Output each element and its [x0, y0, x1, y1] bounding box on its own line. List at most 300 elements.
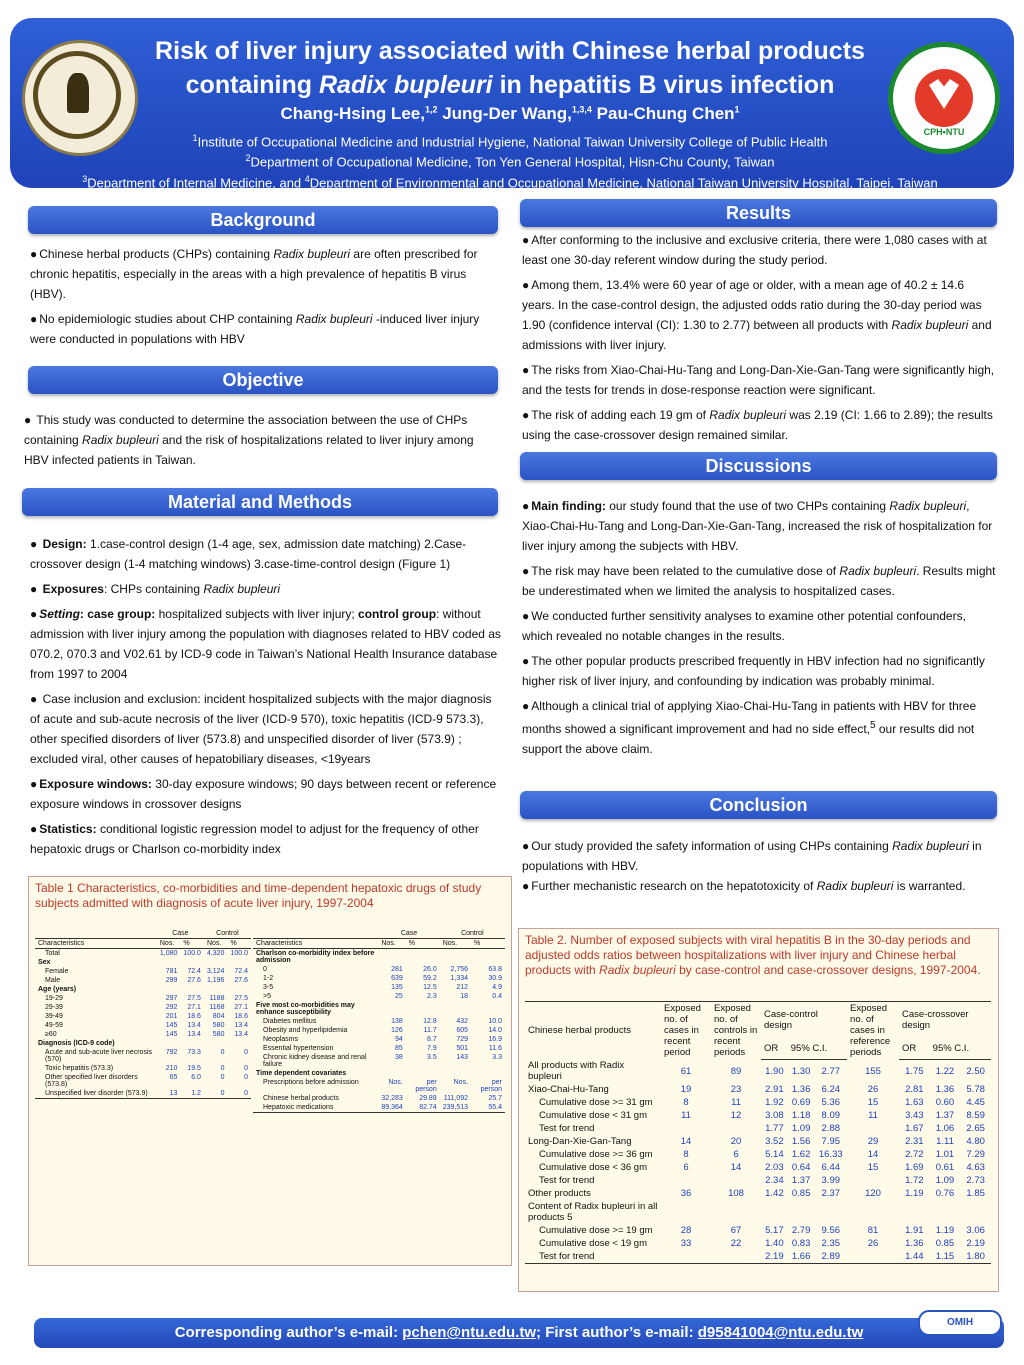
table-cell-value: 3.5 — [426, 1054, 437, 1061]
res-p4-em: Radix bupleuri — [709, 408, 787, 422]
background-point-2 — [30, 309, 500, 349]
table-cell-value: 13 — [157, 1089, 181, 1099]
table-cell-value: 3.52 — [765, 1136, 784, 1147]
table-cell-value — [378, 1001, 405, 1017]
table-cell-value: 28 — [680, 1225, 692, 1236]
table-cell-value: 4,320 — [206, 950, 225, 957]
conc-p1-em: Radix bupleuri — [892, 839, 969, 853]
table-cell-label: ≥60 — [45, 1031, 57, 1038]
methods-design — [30, 534, 502, 574]
methods-heading: Material and Methods — [22, 488, 498, 516]
table-cell-value: 2,756 — [450, 966, 469, 973]
results-point-4 — [522, 405, 998, 445]
table-cell-value: 1.36 — [905, 1238, 924, 1249]
table-cell-value: 15 — [867, 1162, 879, 1173]
table-cell-value — [227, 985, 251, 994]
table-cell-value: 27.5 — [234, 995, 248, 1002]
table-cell-value: 1.37 — [791, 1175, 811, 1186]
table-cell-value — [711, 1200, 761, 1224]
table-cell-label: Total — [45, 950, 60, 957]
table-cell-value — [204, 958, 228, 967]
table-cell-value: 19 — [680, 1084, 692, 1095]
table-cell-value: 2.88 — [821, 1123, 841, 1134]
table-cell-value: 36 — [680, 1188, 692, 1199]
table-cell-value: 281 — [391, 966, 403, 973]
table-cell-value: 8.59 — [966, 1110, 985, 1121]
table-cell-label: Charlson co-morbidity index before admission — [256, 950, 375, 964]
table-cell-value — [157, 958, 181, 967]
table-cell-value: 19.5 — [187, 1065, 201, 1072]
table-cell-value — [406, 949, 440, 966]
table-cell-label: Chinese herbal products — [263, 1095, 339, 1102]
table-cell-value: 0 — [220, 1065, 225, 1072]
case-text: hospitalized subjects with liver injury; — [155, 607, 359, 621]
conc-p1-b: in populations with HBV. — [522, 839, 982, 873]
results-heading: Results — [520, 199, 997, 227]
table-cell-value: 100.0 — [183, 950, 201, 957]
table-row — [253, 1053, 505, 1069]
t1r-col-nos2: Nos. — [440, 939, 471, 949]
table-cell-value: 4.9 — [492, 984, 502, 991]
t2-h-exp-cases: Exposed no. of cases in recent period — [661, 1002, 711, 1060]
exposure-label: Exposures — [42, 582, 104, 596]
objective-body — [24, 410, 500, 475]
table-cell-value: 804 — [212, 1013, 225, 1020]
table-row — [525, 1200, 991, 1224]
table-cell-label: 3-5 — [263, 984, 274, 991]
t2-caption-em: Radix bupleuri — [599, 963, 676, 977]
heart-icon — [929, 79, 959, 109]
table-cell-value: 82.74 — [406, 1103, 440, 1113]
table-cell-value: 7.95 — [821, 1136, 841, 1147]
table-cell-value — [471, 1069, 505, 1078]
table-cell-value: 25 — [394, 993, 403, 1000]
table-row — [35, 958, 251, 967]
table1-right — [253, 929, 505, 1113]
table-cell-value: 4.63 — [966, 1162, 985, 1173]
table-cell-value: 1.67 — [905, 1123, 924, 1134]
table-cell-value: 1.69 — [905, 1162, 924, 1173]
table1-left-table — [35, 929, 251, 1099]
table-cell-label: Test for trend — [525, 1250, 661, 1264]
table-cell-value: 108 — [728, 1188, 744, 1199]
table-cell-value: 111,092 — [443, 1095, 469, 1102]
conclusion-point-2 — [522, 876, 998, 896]
table-cell-value — [180, 958, 204, 967]
table-row — [35, 949, 251, 959]
discussion-point-2 — [522, 561, 998, 601]
t1r-col-char: Characteristics — [253, 939, 378, 949]
table-cell-value: 0 — [227, 1089, 251, 1099]
table-cell-value: 212 — [456, 984, 469, 991]
window-label: Exposure windows: — [39, 777, 152, 791]
table-row — [35, 994, 251, 1003]
t1r-col-pct1: % — [406, 939, 440, 949]
table-cell-value: 38 — [394, 1054, 403, 1061]
table-cell-value: 1.72 — [905, 1175, 924, 1186]
table-cell-label: Female — [45, 968, 69, 975]
table-cell-value: 1,080 — [159, 950, 178, 957]
table-cell-label: Time dependent covariates — [256, 1070, 347, 1077]
table-cell-value: 27.6 — [187, 977, 201, 984]
table-cell-value: 580 — [212, 1031, 225, 1038]
table-cell-value: 26.0 — [423, 966, 437, 973]
affil-1-text: Institute of Occupational Medicine and Industrial Hygiene, National Taiwan University College of Public Health — [197, 134, 828, 150]
table-cell-value: 1,334 — [450, 975, 469, 982]
t2-caption-a: Table 2. Number of exposed subjects with viral hepatitis B in the 30-day periods and adjusted odds ratios between hospitalizations with liver injury and Chinese herbal products with — [525, 933, 971, 977]
disc-p2-a: The risk may have been related to the cumulative dose of — [531, 564, 840, 578]
table-cell-value: 1.01 — [935, 1149, 955, 1160]
table-cell-value: 0 — [220, 1049, 225, 1056]
table-cell-value: 26 — [867, 1084, 879, 1095]
table-cell-value — [378, 949, 405, 966]
discussions-heading: Discussions — [520, 452, 997, 480]
methods-statistics — [30, 819, 502, 859]
table-cell-value: 2.19 — [761, 1250, 788, 1264]
first-author-email-link[interactable]: d95841004@ntu.edu.tw — [697, 1324, 864, 1341]
table-cell-value: 72.4 — [187, 968, 201, 975]
table-cell-value: 292 — [165, 1004, 178, 1011]
results-body — [522, 230, 998, 450]
methods-exposures — [30, 579, 502, 599]
table-cell-value: 16.33 — [818, 1149, 843, 1160]
table-cell-value: 2.91 — [765, 1084, 784, 1095]
table-cell-value: 10.0 — [488, 1018, 502, 1025]
table-cell-value: 59.2 — [423, 975, 437, 982]
table-cell-value: 81 — [867, 1225, 879, 1236]
table-cell-value — [711, 1174, 761, 1187]
table-cell-value: 1.06 — [935, 1123, 955, 1134]
table-cell-value: 30.9 — [488, 975, 502, 982]
table-cell-value: 0.64 — [791, 1162, 811, 1173]
conc-p2-em: Radix bupleuri — [816, 879, 894, 893]
table-cell-value: 1.56 — [791, 1136, 811, 1147]
stats-text: conditional logistic regression model to adjust for the frequency of other hepatoxic drugs or Charlson co-morbidity index — [30, 822, 479, 856]
table-cell-value: 2.19 — [966, 1238, 985, 1249]
table-cell-value: 2.72 — [905, 1149, 924, 1160]
table-cell-value: 2.89 — [815, 1250, 848, 1264]
exposure-text: : CHPs containing — [103, 582, 204, 596]
table-cell-value: 1.91 — [905, 1225, 924, 1236]
table-cell-value: 0 — [244, 1065, 248, 1072]
conclusion-heading: Conclusion — [520, 791, 997, 819]
table-cell-label: Male — [45, 977, 61, 984]
table-cell-value: 61 — [680, 1065, 692, 1077]
table-cell-value: 143 — [456, 1054, 469, 1061]
table-row — [525, 1250, 991, 1264]
title-line2-pre: containing — [185, 71, 319, 99]
disc-p5-sup: 5 — [869, 720, 876, 731]
table-row — [35, 1089, 251, 1099]
table-cell-value: 1.30 — [791, 1065, 811, 1077]
disc-p5-b: our results did not support the above claim. — [522, 722, 975, 756]
table-cell-value: 0.60 — [935, 1097, 955, 1108]
title-line1: Risk of liver injury associated with Chinese herbal products — [155, 37, 865, 65]
table-cell-value: 2.37 — [821, 1188, 841, 1199]
table-cell-value — [440, 1001, 471, 1017]
table-cell-value: 1.90 — [765, 1065, 784, 1077]
table-cell-label: Toxic hepatitis (573.3) — [45, 1065, 114, 1072]
t2-h-or2: OR — [899, 1039, 930, 1059]
t2-h-cco: Case-crossover design — [899, 1002, 991, 1039]
table-cell-value: 29.89 — [419, 1095, 437, 1102]
table-cell-value — [960, 1200, 991, 1224]
table-cell-value: 2.77 — [821, 1065, 841, 1077]
table-cell-value — [761, 1200, 788, 1224]
table-cell-value: 1.62 — [791, 1149, 811, 1160]
table-cell-value: 3.08 — [765, 1110, 784, 1121]
table-cell-value — [815, 1200, 848, 1224]
table-cell-label: Test for trend — [539, 1175, 595, 1186]
table-cell-value: 1.85 — [966, 1188, 985, 1199]
t1l-col-pct2: % — [227, 939, 251, 949]
table-cell-value: 11.7 — [423, 1027, 437, 1034]
table-cell-value: 145 — [165, 1031, 178, 1038]
table-cell-value: 8.7 — [426, 1036, 437, 1043]
author-list — [120, 104, 900, 124]
table-cell-value: per person — [480, 1079, 502, 1093]
table-cell-value: 2.81 — [905, 1084, 924, 1095]
table-cell-label: Cumulative dose >= 36 gm — [539, 1149, 653, 1160]
table-row — [525, 1224, 991, 1237]
table-row — [253, 983, 505, 992]
corresponding-email-link[interactable]: pchen@ntu.edu.tw — [402, 1324, 537, 1341]
table-cell-value: 605 — [456, 1027, 469, 1034]
table-cell-value: 13.4 — [187, 1031, 201, 1038]
table-cell-value: 18.6 — [187, 1013, 201, 1020]
table-row — [525, 1161, 991, 1174]
table-cell-value: 15 — [867, 1097, 879, 1108]
table-cell-value: 12.8 — [423, 1018, 437, 1025]
res-p2-em: Radix bupleuri — [891, 318, 969, 332]
affiliations — [30, 130, 990, 191]
table-cell-value: 2.65 — [966, 1123, 985, 1134]
table-cell-value: 13.4 — [234, 1022, 248, 1029]
table-cell-value: 1.09 — [935, 1175, 955, 1186]
t1r-col-pct2: % — [471, 939, 505, 949]
table-cell-value — [847, 1250, 899, 1264]
t1l-col-nos2: Nos. — [204, 939, 228, 949]
disc-p2-em: Radix bupleuri — [839, 564, 917, 578]
table-cell-label: Acute and sub-acute liver necrosis (570) — [45, 1049, 152, 1063]
table-row — [253, 1017, 505, 1026]
conclusion-point-1 — [522, 836, 998, 876]
table-cell-value: 27.5 — [187, 995, 201, 1002]
t2-h-ci1: 95% C.I. — [788, 1039, 847, 1059]
table-cell-value: 1.19 — [905, 1188, 924, 1199]
table-row — [525, 1237, 991, 1250]
table-cell-value — [471, 1001, 505, 1017]
table-cell-value — [157, 1039, 181, 1048]
table-cell-label: Diagnosis (ICD-9 code) — [38, 1040, 115, 1047]
table-cell-value: 1.09 — [791, 1123, 811, 1134]
table-cell-value: 14 — [730, 1162, 742, 1173]
table-cell-value: 11 — [731, 1097, 741, 1108]
logo-text: CPH•NTU — [923, 127, 965, 137]
table-cell-value: 0 — [244, 1049, 248, 1056]
table-cell-value: 2.73 — [966, 1175, 985, 1186]
table-cell-value: 792 — [165, 1049, 178, 1056]
table-cell-label: Long-Dan-Xie-Gan-Tang — [528, 1136, 632, 1147]
table-cell-value: 7.29 — [966, 1149, 985, 1160]
t1l-group-control: Control — [204, 929, 251, 939]
table-cell-value: 0.85 — [791, 1188, 811, 1199]
table-cell-value: 67 — [730, 1225, 742, 1236]
table-cell-value: 1.77 — [765, 1123, 784, 1134]
table-row — [35, 967, 251, 976]
table-cell-value: 20 — [730, 1136, 742, 1147]
table-cell-value: 4.45 — [966, 1097, 985, 1108]
table-cell-value — [180, 985, 204, 994]
table-cell-label: Cumulative dose >= 19 gm — [539, 1225, 653, 1236]
results-point-1: ● After conforming to the inclusive and exclusive criteria, there were 1,080 cases with at least one 30-day referent window during the study period. — [522, 230, 998, 270]
table-cell-value: 63.8 — [488, 966, 502, 973]
table-cell-value — [661, 1122, 711, 1135]
table-cell-value: 11 — [868, 1110, 878, 1121]
table-cell-value: 120 — [865, 1188, 881, 1199]
table-cell-value: 3.99 — [821, 1175, 841, 1186]
table-row — [525, 1059, 991, 1083]
results-point-2 — [522, 275, 998, 355]
t1l-group-case: Case — [157, 929, 204, 939]
table-cell-value — [440, 1069, 471, 1078]
table-cell-label: Neoplasms — [263, 1036, 299, 1043]
table-cell-value: 12.5 — [423, 984, 437, 991]
table-cell-label: Cumulative dose >= 31 gm — [539, 1097, 653, 1108]
table-cell-label: Five most co-morbidities may enhance susceptibility — [256, 1002, 355, 1016]
table-cell-value: 33 — [680, 1238, 692, 1249]
table-row — [35, 1012, 251, 1021]
table-row — [525, 1174, 991, 1187]
table-cell-value: 1.80 — [960, 1250, 991, 1264]
table-row — [35, 1003, 251, 1012]
table-cell-value: 6.24 — [821, 1084, 841, 1095]
table-cell-value: 1.37 — [935, 1110, 955, 1121]
table-cell-label: 0 — [263, 966, 267, 973]
table-cell-value — [440, 949, 471, 966]
table-cell-value: 1.44 — [899, 1250, 930, 1264]
table-cell-value: 13.4 — [187, 1022, 201, 1029]
table-cell-value: 1.19 — [935, 1225, 955, 1236]
conc-p2-a: Further mechanistic research on the hepatotoxicity of — [531, 879, 817, 893]
background-body — [30, 244, 500, 354]
affil-1-sup: 1 — [192, 133, 198, 143]
table-row — [253, 1035, 505, 1044]
disc-p1-label: Main finding: — [531, 499, 606, 513]
discussion-point-3: ● We conducted further sensitivity analyses to examine other potential confounders, which revealed no notable changes in the results. — [522, 606, 998, 646]
table1-caption: Table 1 Characteristics, co-morbidities and time-dependent hepatoxic drugs of study subjects admitted with diagnosis of acute liver injury, 1997-2004 — [35, 881, 482, 910]
control-text: : without admission with liver injury among the population with diagnoses related to HBV coded as 070.2, 070.3 and V02.61 by ICD-9 code in Taiwan’s National Health Insurance database from 1997 to 2004 — [30, 607, 501, 681]
table-cell-label: Test for trend — [539, 1123, 595, 1134]
author-3-sup: 1 — [734, 104, 740, 115]
affil-4-text: Department of Environmental and Occupational Medicine, National Taiwan University Hospital, Taipei, Taiwan — [309, 174, 938, 190]
table-cell-value: 1188 — [209, 995, 225, 1002]
table-cell-value: 8 — [683, 1149, 689, 1160]
table-row — [253, 992, 505, 1001]
table-cell-value: 0 — [204, 1089, 228, 1099]
conclusion-body — [522, 836, 998, 901]
affiliation-1 — [30, 130, 990, 150]
table-cell-value: 0.69 — [791, 1097, 811, 1108]
table-cell-value: 5.14 — [765, 1149, 784, 1160]
table-cell-value: 0 — [244, 1074, 248, 1081]
t1r-col-nos1: Nos. — [378, 939, 405, 949]
table-cell-value: 126 — [391, 1027, 403, 1034]
table-cell-value: 1.75 — [905, 1065, 924, 1077]
affiliation-2 — [30, 150, 990, 170]
table-cell-label: 39-49 — [45, 1013, 63, 1020]
table-cell-value: 26 — [867, 1238, 879, 1249]
table-cell-value: Nos. — [453, 1079, 469, 1086]
table-cell-label: Obesity and hyperlipidemia — [263, 1027, 348, 1034]
table-cell-value: 3.06 — [966, 1225, 985, 1236]
table-row — [525, 1122, 991, 1135]
footer-text-b: ; First author’s e-mail: — [536, 1324, 698, 1341]
table-cell-value: 9.56 — [821, 1225, 841, 1236]
table-cell-value: 6.0 — [191, 1074, 201, 1081]
t1l-col-nos1: Nos. — [157, 939, 181, 949]
table-cell-value: 5.36 — [821, 1097, 841, 1108]
table-cell-value: 2.03 — [765, 1162, 784, 1173]
discussion-point-4: ● The other popular products prescribed frequently in HBV infection had no significantly higher risk of liver injury, and confounding by indication was probably minimal. — [522, 651, 998, 691]
bg-p2-a: No epidemiologic studies about CHP containing — [39, 312, 296, 326]
table-cell-value — [899, 1200, 930, 1224]
table-cell-value — [788, 1200, 815, 1224]
table-row — [525, 1096, 991, 1109]
table-cell-value: 6.44 — [821, 1162, 841, 1173]
table-cell-label: Diabetes mellitus — [263, 1018, 317, 1025]
table-cell-value: 5.17 — [765, 1225, 784, 1236]
table-cell-value — [711, 1122, 761, 1135]
table-cell-label: Other products — [528, 1188, 591, 1199]
table-row — [253, 949, 505, 966]
methods-body — [30, 534, 502, 864]
bg-p2-b: -induced liver injury were conducted in populations with HBV — [30, 312, 480, 346]
conc-p1-a: Our study provided the safety information of using CHPs containing — [531, 839, 893, 853]
table-cell-value: 5.78 — [966, 1084, 985, 1095]
table-cell-value: 201 — [165, 1013, 178, 1020]
table-cell-value: 18 — [460, 993, 469, 1000]
footer-bar — [34, 1318, 1004, 1348]
table-cell-value: 65 — [169, 1074, 178, 1081]
table-cell-value: 85 — [394, 1045, 403, 1052]
table-row — [253, 1103, 505, 1113]
table-cell-label: 1-2 — [263, 975, 274, 982]
table-cell-label: 49-59 — [45, 1022, 63, 1029]
table-cell-value: 1.11 — [936, 1136, 954, 1147]
res-p2-b: and admissions with liver injury. — [522, 318, 992, 352]
res-p4-a: The risk of adding each 19 gm of — [531, 408, 710, 422]
affil-3-sup: 3 — [82, 173, 88, 184]
table-cell-value: 729 — [456, 1036, 469, 1043]
discussions-body — [522, 496, 998, 764]
table-cell-value: 14 — [867, 1149, 879, 1160]
results-point-3: ● The risks from Xiao-Chai-Hu-Tang and Long-Dan-Xie-Gan-Tang were significantly high, and the tests for trends in dose-response reaction were significant. — [522, 360, 998, 400]
bell-icon — [67, 73, 89, 113]
table-cell-value: 1,196 — [206, 977, 225, 984]
table-cell-value — [406, 1069, 440, 1078]
table-row — [525, 1083, 991, 1096]
t2-h-exp-ref: Exposed no. of cases in reference periods — [847, 1002, 899, 1060]
table-cell-value: 11 — [681, 1110, 691, 1121]
table-cell-value: 29 — [867, 1136, 879, 1147]
table-cell-value: 4.80 — [966, 1136, 985, 1147]
table-cell-value: 23 — [730, 1084, 742, 1095]
table-cell-label: Prescriptions before admission — [263, 1079, 359, 1086]
case-label: case group: — [87, 607, 156, 621]
table-cell-value: 94 — [394, 1036, 403, 1043]
table-cell-value: 22 — [730, 1238, 742, 1249]
